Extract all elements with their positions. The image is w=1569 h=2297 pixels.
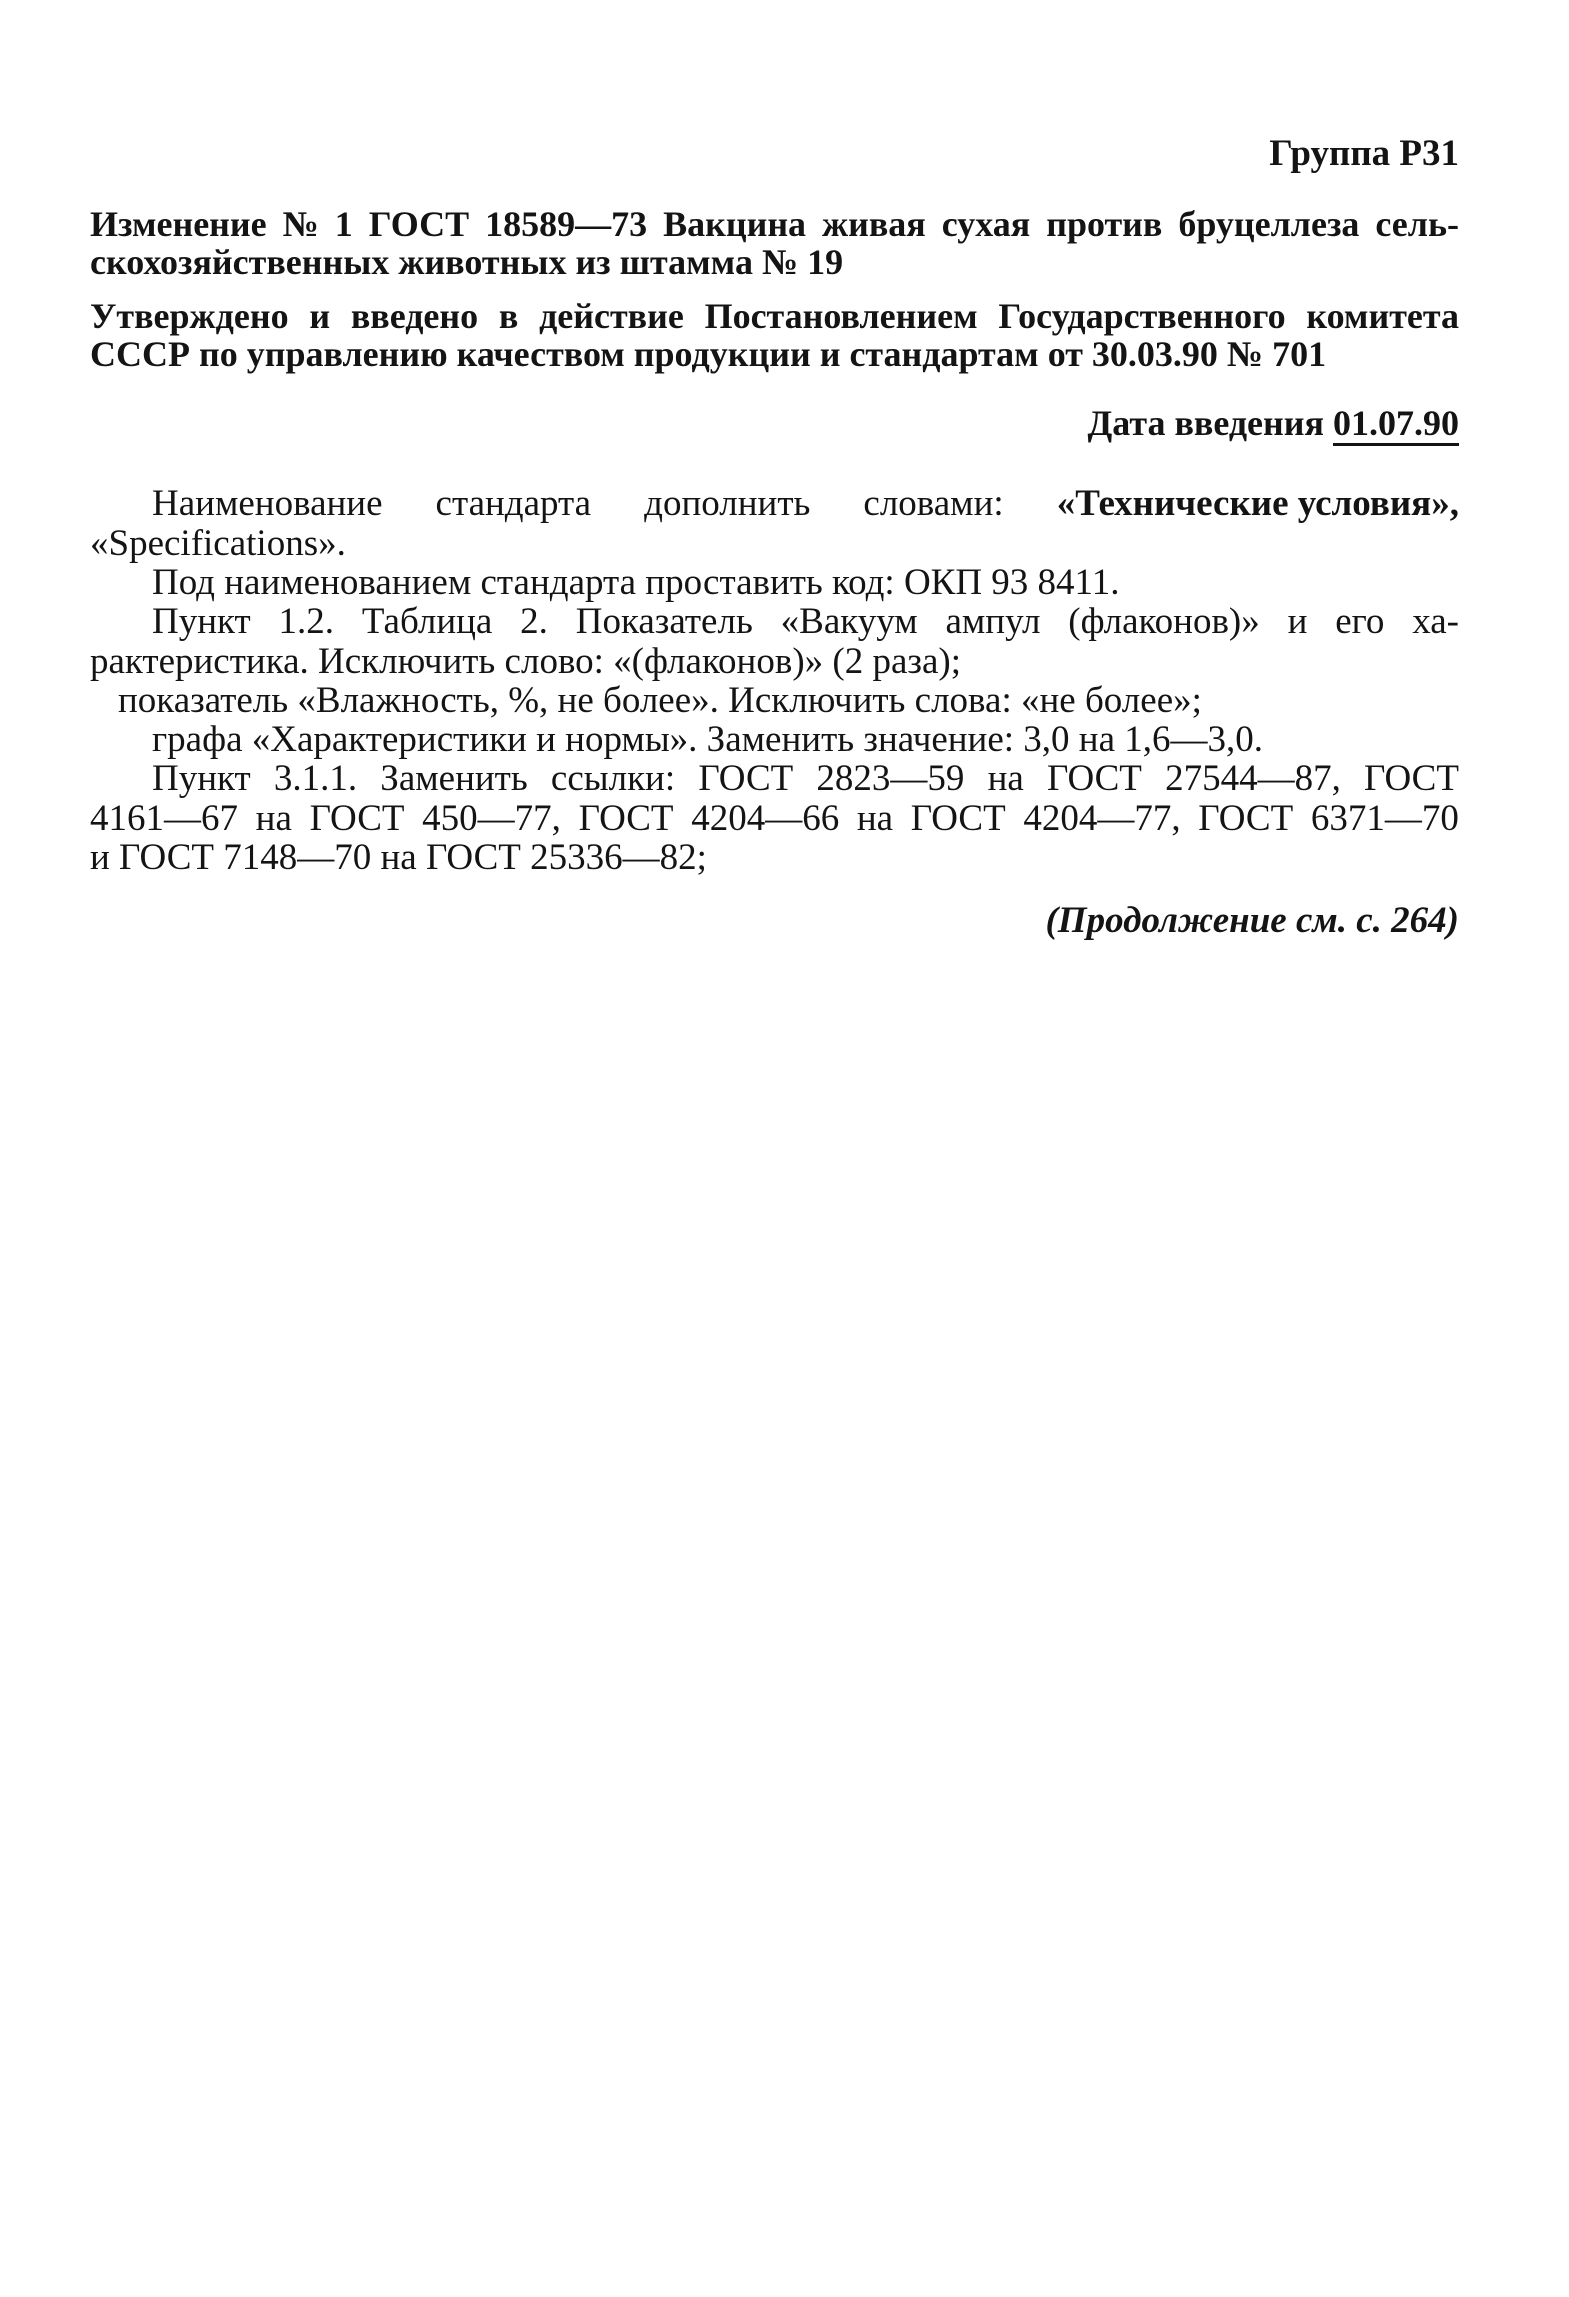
paragraph-1-line1	[152, 485, 1459, 522]
word: Пункт	[152, 758, 251, 799]
word: ГОСТ	[698, 758, 794, 799]
effective-date-value: 01.07.90	[1333, 403, 1459, 443]
word: «Вакуум	[780, 601, 918, 642]
word: ГОСТ	[368, 204, 470, 244]
word: ампул	[945, 601, 1041, 642]
word: стандарта	[435, 483, 592, 524]
paragraph-5: графа «Характеристики и нормы». Заменить значение: 3,0 на 1,6—3,0.	[152, 719, 1264, 760]
word: ГОСТ	[910, 798, 1006, 839]
effective-date	[1088, 405, 1460, 441]
word: «Технические условия»,	[1056, 483, 1459, 524]
word: Пункт	[152, 601, 251, 642]
paragraph-2: Под наименованием стандарта проставить код: ОКП 93 8411.	[152, 562, 1120, 603]
word: 6371—70	[1310, 798, 1459, 839]
word: дополнить	[644, 483, 811, 524]
word: 4204—66	[691, 798, 840, 839]
word: 4204—77,	[1023, 798, 1181, 839]
approval-line2: СССР по управлению качеством продукции и стандартам от 30.03.90 № 701	[90, 334, 1327, 374]
word: Утверждено	[90, 296, 289, 336]
word: бруцеллеза	[1178, 204, 1360, 244]
word: и	[309, 296, 331, 336]
word: против	[1046, 204, 1163, 244]
word: Постановлением	[704, 296, 978, 336]
word: 450—77,	[422, 798, 561, 839]
paragraph-3-line2: рактеристика. Исключить слово: «(флаконов)» (2 раза);	[90, 641, 962, 682]
word: Наименование	[152, 483, 383, 524]
word: и	[1287, 601, 1308, 642]
word: 2.	[520, 601, 548, 642]
approval-line1	[90, 298, 1459, 334]
word: действие	[539, 296, 684, 336]
word: словами:	[863, 483, 1004, 524]
word: ха-	[1412, 601, 1459, 642]
paragraph-6-line2	[90, 800, 1459, 837]
word: Вакцина	[663, 204, 807, 244]
word: (флаконов)»	[1068, 601, 1260, 642]
word: его	[1335, 601, 1385, 642]
word: на	[987, 758, 1024, 799]
word: комитета	[1306, 296, 1459, 336]
effective-date-label: Дата введения	[1087, 403, 1333, 443]
word: Изменение	[90, 204, 267, 244]
word: на	[856, 798, 894, 839]
word: 1	[334, 204, 353, 244]
group-label: Группа Р31	[1269, 133, 1459, 174]
word: ГОСТ	[578, 798, 674, 839]
word: ГОСТ	[1364, 758, 1459, 799]
word: 3.1.1.	[273, 758, 358, 799]
continuation-note: (Продолжение см. с. 264)	[1045, 900, 1459, 941]
word: Государственного	[998, 296, 1286, 336]
paragraph-3-line1	[152, 603, 1459, 640]
word: живая	[822, 204, 926, 244]
word: на	[255, 798, 292, 839]
amendment-title-line2: скохозяйственных животных из штамма № 19	[90, 242, 844, 282]
word: в	[498, 296, 519, 336]
word: сель-	[1375, 204, 1459, 244]
word: 1.2.	[278, 601, 335, 642]
word: 18589—73	[485, 204, 648, 244]
word: 2823—59	[816, 758, 965, 799]
word: 27544—87,	[1165, 758, 1341, 799]
word: ГОСТ	[1198, 798, 1294, 839]
word: сухая	[941, 204, 1031, 244]
paragraph-6-line1	[152, 760, 1459, 797]
paragraph-6-line3: и ГОСТ 7148—70 на ГОСТ 25336—82;	[90, 837, 707, 878]
paragraph-4: показатель «Влажность, %, не более». Исключить слова: «не более»;	[118, 680, 1202, 721]
word: 4161—67	[90, 798, 238, 839]
word: Таблица	[361, 601, 493, 642]
word: Заменить	[380, 758, 528, 799]
word: ГОСТ	[1046, 758, 1142, 799]
word: ГОСТ	[309, 798, 405, 839]
word: №	[282, 204, 319, 244]
paragraph-1-line2: «Specifications».	[90, 523, 346, 564]
word: Показатель	[575, 601, 753, 642]
word: ссылки:	[550, 758, 676, 799]
amendment-title-line1	[90, 206, 1459, 242]
word: введено	[350, 296, 479, 336]
